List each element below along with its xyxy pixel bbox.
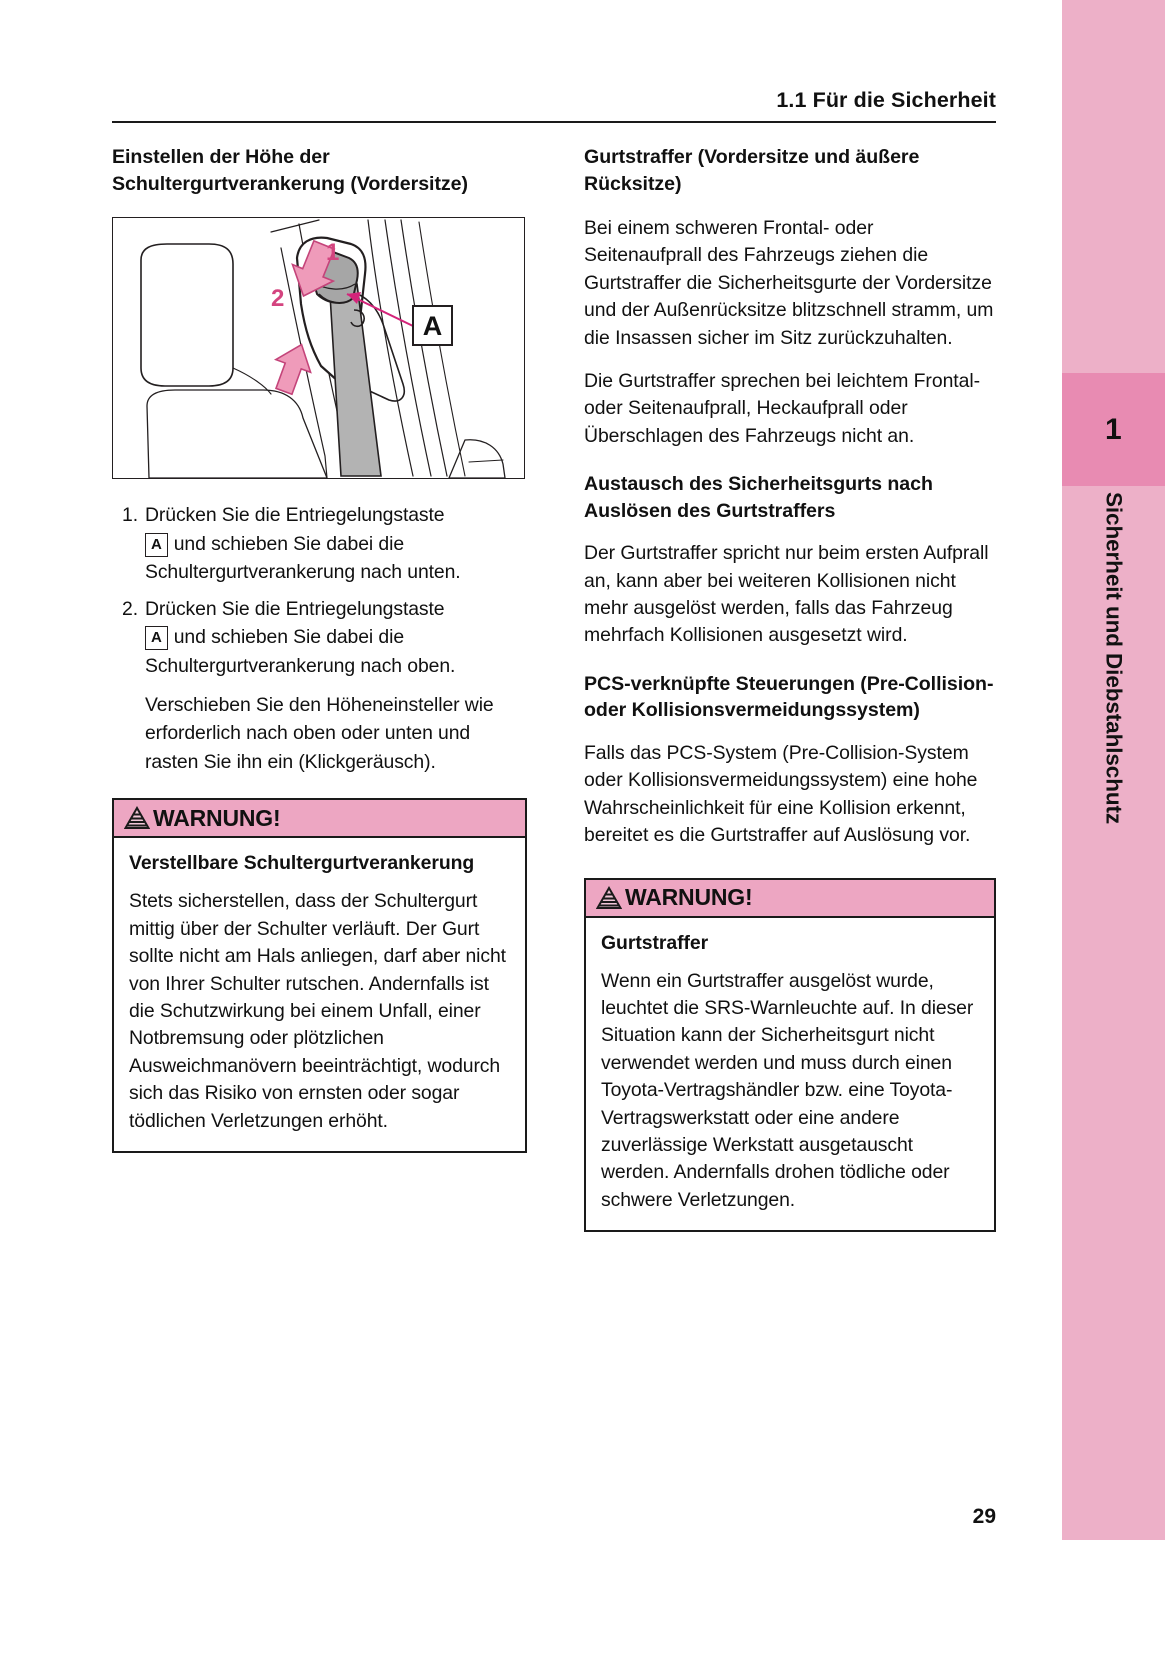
step-2-text-after: und schieben Sie dabei die Schultergurtverankerung nach oben. <box>145 626 456 677</box>
warning-triangle-icon <box>596 886 622 910</box>
chapter-title-vertical <box>1062 486 1165 1386</box>
subheading-pcs-controls: PCS-verknüpfte Steuerungen (Pre-Collision- oder Kollisionsvermeidungssystem) <box>584 672 994 722</box>
step-2 <box>112 595 527 681</box>
step-1-text-after: und schieben Sie dabei die Schultergurtverankerung nach unten. <box>145 532 461 584</box>
section-heading-height-adjust: Einstellen der Höhe der Schultergurtverankerung (Vordersitze) <box>112 146 468 195</box>
warning-bar <box>114 800 525 838</box>
step-2-callout-a: A <box>145 626 168 650</box>
warning-label: WARNUNG! <box>625 884 753 910</box>
subheading-belt-replacement: Austausch des Sicherheitsgurts nach Auslösen des Gurtstraffers <box>584 473 933 522</box>
warning-body <box>586 918 994 1231</box>
paragraph-pcs-controls: Falls das PCS-System (Pre-Collision-System oder Kollisionsvermeidungssystem) eine hohe Wahrscheinlichkeit für eine Kollision erkennt, bereitet es die Gurtstraffer auf Auslösung vor. <box>584 741 978 847</box>
warning-body <box>114 838 525 1151</box>
figure-label-1: 1 <box>326 239 340 266</box>
procedure-steps <box>112 501 527 681</box>
chapter-number: 1 <box>1105 412 1122 446</box>
running-head-rule <box>112 121 996 123</box>
step-1-callout-a: A <box>145 533 168 557</box>
paragraph-pretensioner-non-activation: Die Gurtstraffer sprechen bei leichtem Frontal- oder Seitenaufprall, Heckaufprall oder Überschlagen des Fahrzeugs nicht an. <box>584 370 981 447</box>
warning-text: Stets sicherstellen, dass der Schultergurt mittig über der Schulter verläuft. Der Gurt sollte nicht am Hals anliegen, darf aber nicht von Ihrer Schulter rutschen. Andernfalls ist die Schutzwirkung bei einem Unfall, einer Notbremsung oder plötzlichen Ausweichmanövern beeinträchtigt, wodurch sich das Risiko von ernsten oder sogar tödlichen Verletzungen erhöht. <box>129 890 506 1132</box>
left-column <box>112 144 527 1153</box>
step-note: Verschieben Sie den Höheneinsteller wie erforderlich nach oben oder unten und rasten Sie ihn ein (Klickgeräusch). <box>145 693 494 773</box>
paragraph-belt-replacement: Der Gurtstraffer spricht nur beim ersten Aufprall an, kann aber bei weiteren Kollisionen nicht mehr ausgelöst werden, falls das Fahrzeug mehrfach Kollisionen ausgesetzt wird. <box>584 542 989 647</box>
svg-text:A: A <box>422 311 443 341</box>
warning-text: Wenn ein Gurtstraffer ausgelöst wurde, leuchtet die SRS-Warnleuchte auf. In dieser Situation kann der Sicherheitsgurt nicht verwendet werden und muss durch einen Toyota-Vertragshändler bzw. eine Toyota-Vertragswerkstatt oder eine andere zuverlässige Werkstatt ausgetauscht werden. Andernfalls drohen tödliche oder schwere Verletzungen. <box>601 969 974 1211</box>
section-heading-pretensioner: Gurtstraffer (Vordersitze und äußere Rücksitze) <box>584 146 920 195</box>
warning-bar <box>586 880 994 918</box>
chapter-title-label: Sicherheit und Diebstahlschutz <box>1101 492 1127 825</box>
chapter-number-badge <box>1062 373 1165 486</box>
warning-title: Gurtstraffer <box>601 931 709 954</box>
page-number: 29 <box>972 1505 996 1528</box>
warning-box-shoulder-anchor <box>112 798 527 1153</box>
right-column <box>584 144 996 1232</box>
running-head: 1.1 Für die Sicherheit <box>776 88 996 112</box>
warning-box-pretensioner <box>584 878 996 1233</box>
warning-label: WARNUNG! <box>153 804 281 831</box>
figure-illustration <box>113 218 524 478</box>
step-2-text-before: Drücken Sie die Entriegelungstaste <box>145 597 445 620</box>
paragraph-pretensioner-function: Bei einem schweren Frontal- oder Seitenaufprall des Fahrzeugs ziehen die Gurtstraffer die Sicherheitsgurte der Vordersitze und der Außenrücksitze blitzschnell stramm, um die Insassen sicher im Sitz zurückzuhalten. <box>584 217 994 349</box>
figure-label-2: 2 <box>271 285 285 312</box>
warning-triangle-icon <box>124 806 150 830</box>
figure-shoulder-belt-anchor <box>112 217 525 479</box>
warning-title: Verstellbare Schultergurtverankerung <box>129 852 475 875</box>
step-1-text-before: Drücken Sie die Entriegelungstaste <box>145 504 445 526</box>
step-1 <box>112 501 527 587</box>
figure-callout-a <box>413 306 452 345</box>
chapter-side-tab <box>1062 0 1165 1540</box>
